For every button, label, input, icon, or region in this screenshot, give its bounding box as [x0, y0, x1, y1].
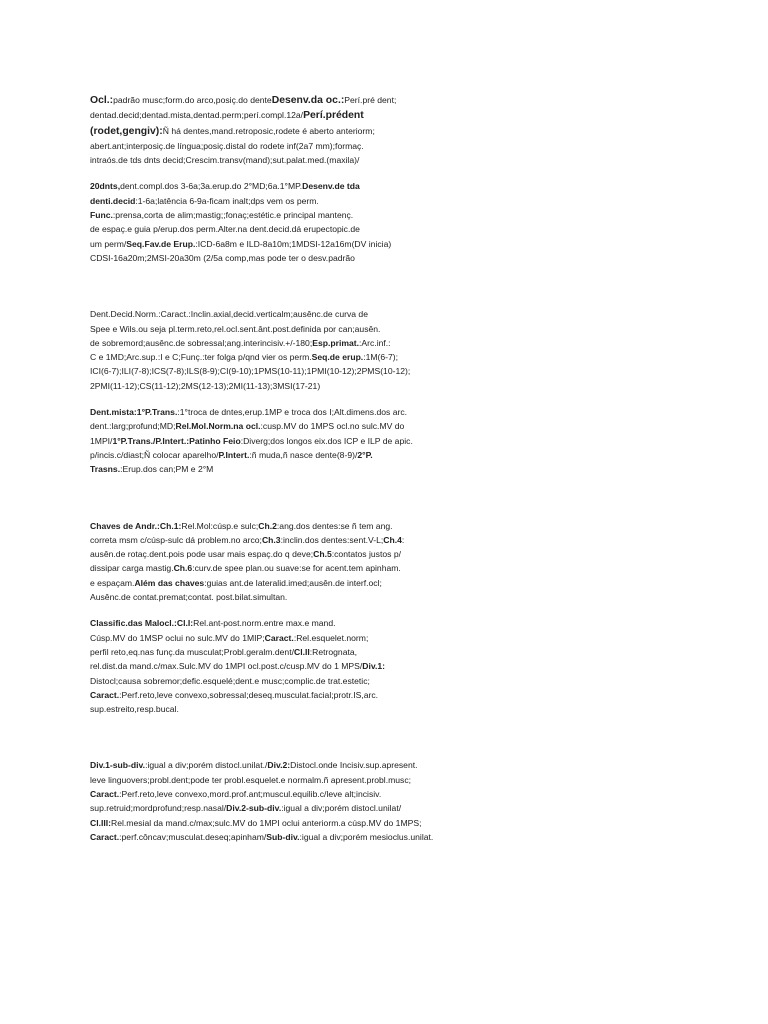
- text-run: de espaç.e guia p/erup.dos perm.Alter.na dent.decid.dá erupectopic.de: [90, 224, 360, 235]
- bold-text: P.Intert.: [218, 449, 250, 460]
- text-run: :1°troca de dntes,erup.1MP e troca dos I;Alt.dimens.dos arc.: [177, 407, 408, 418]
- text-run: sup.retruid;mordprofund;resp.nasal/: [90, 803, 227, 814]
- text-line: [90, 93, 730, 108]
- bold-text: Dent.mista:1°P.Trans.: [90, 407, 178, 418]
- text-run: sup.estreito,resp.bucal.: [90, 704, 179, 715]
- bold-text: Ocl.:: [90, 95, 114, 106]
- paragraph-gap: [90, 393, 730, 405]
- text-run: :curv.de spee plan.ou suave:se for acent.tem apinham.: [192, 563, 401, 574]
- bold-text: Div.1-sub-div.: [90, 760, 146, 771]
- text-line: [90, 379, 730, 393]
- bold-text: Desenv.da oc.:: [271, 95, 345, 106]
- text-run: :ang.dos dentes:se ñ tem ang.: [276, 520, 393, 531]
- text-line: [90, 405, 730, 419]
- text-run: :Perf.reto,leve convexo,mord.prof.ant;muscul.equilib.c/leve alt;incisiv.: [119, 788, 382, 799]
- text-run: Perí.pré dent;: [344, 95, 397, 105]
- paragraph-gap: [90, 477, 730, 519]
- paragraph: [90, 519, 730, 605]
- text-run: :inclin.dos dentes:sent.V-L;: [280, 534, 384, 545]
- text-run: :perf.côncav;musculat.deseq;apinham/: [119, 831, 267, 842]
- text-run: Ñ há dentes,mand.retroposic,rodete é aberto anteriorm;: [162, 125, 375, 136]
- text-run: de sobremord;ausênc.de sobressal;ang.interincisiv.+/-180;: [90, 337, 313, 348]
- bold-text: Além das chaves: [134, 577, 205, 588]
- text-run: :Diverg;dos longos eix.dos ICP e ILP de apic.: [240, 435, 413, 446]
- paragraph: [90, 405, 730, 476]
- text-line: [90, 179, 730, 193]
- paragraph-gap: [90, 716, 730, 758]
- text-line: [90, 108, 730, 123]
- bold-text: Classific.das Malocl.:Cl.I:: [90, 618, 194, 629]
- text-run: Rel.mesial da mand.c/max;sulc.MV do 1MPI oclui anteriorm.a cúsp.MV do 1MPS;: [111, 817, 422, 828]
- text-line: [90, 364, 730, 378]
- text-line: [90, 322, 730, 336]
- bold-text: Ch.4: [383, 534, 402, 545]
- bold-text: 1°P.Trans./P.Intert.:Patinho Feio: [112, 435, 241, 446]
- paragraph-gap: [90, 167, 730, 179]
- text-run: leve linguovers;probl.dent;pode ter probl.esquelet.e normalm.ñ apresent.probl.musc;: [90, 774, 412, 785]
- text-line: [90, 533, 730, 547]
- text-line: [90, 419, 730, 433]
- text-run: :1M(6-7);: [363, 352, 399, 363]
- bold-text: Ch.3: [261, 534, 281, 545]
- text-run: :contatos justos p/: [331, 549, 402, 560]
- bold-text: Div.1:: [362, 661, 386, 672]
- bold-text: denti.decid: [90, 195, 136, 206]
- bold-text: Caract.: [90, 831, 120, 842]
- notes-body: [90, 93, 730, 844]
- text-line: [90, 561, 730, 575]
- bold-text: Cl.III:: [90, 817, 112, 828]
- text-run: Dent.Decid.Norm.:Caract.:Inclin.axial,decid.verticalm;ausênc.de curva de: [90, 309, 368, 320]
- bold-text: 20dnts,: [90, 181, 121, 192]
- text-line: [90, 153, 730, 167]
- text-run: dissipar carga mastig.: [90, 563, 174, 574]
- text-line: [90, 787, 730, 801]
- text-run: :1-6a;latência 6-9a-ficam inalt;dps vem os perm.: [135, 195, 319, 206]
- paragraph: [90, 307, 730, 393]
- text-run: :Retrognata,: [309, 646, 358, 657]
- text-line: [90, 590, 730, 604]
- text-run: dentad.decid;dentad.mista,dentad.perm;perí.compl.12a/: [90, 110, 304, 121]
- text-run: :igual a div;porém mesioclus.unilat.: [299, 831, 434, 842]
- bold-text: 2°P.: [357, 449, 373, 460]
- text-run: abert.ant;interposiç.de língua;posiç.distal do rodete inf(2a7 mm);formaç.: [90, 140, 364, 151]
- paragraph: [90, 179, 730, 265]
- text-run: :prensa,corta de alim;mastig;;fonaç;estétic.e principal mantenç.: [112, 210, 354, 221]
- text-run: :igual a div;porém distocl.unilat/: [281, 803, 402, 814]
- text-run: Cúsp.MV do 1MSP oclui no sulc.MV do 1MIP;: [90, 632, 265, 643]
- bold-text: Caract.: [90, 788, 120, 799]
- text-line: [90, 830, 730, 844]
- text-run: dent.compl.dos 3-6a;3a.erup.do 2°MD;6a.1°MP.: [120, 181, 303, 192]
- paragraph: [90, 758, 730, 844]
- bold-text: Cl.II: [293, 646, 310, 657]
- bold-text: Trasns.: [90, 464, 121, 475]
- text-run: um perm/: [90, 238, 127, 249]
- bold-text: Perí.prédent: [303, 110, 364, 122]
- bold-text: Chaves de Andr.:Ch.1:: [90, 520, 182, 531]
- text-run: :Rel.esquelet.norm;: [293, 632, 369, 643]
- text-line: [90, 631, 730, 645]
- bold-text: Caract.: [264, 632, 294, 643]
- text-line: [90, 816, 730, 830]
- bold-text: Ch.2: [258, 520, 277, 531]
- text-run: 2PMI(11-12);CS(11-12);2MS(12-13);2MI(11-13);3MSI(17-21): [90, 380, 321, 391]
- text-run: :igual a div;porém distocl.unilat./: [145, 760, 268, 771]
- paragraph-gap: [90, 265, 730, 307]
- text-line: [90, 645, 730, 659]
- text-run: :Arc.inf.:: [359, 337, 391, 348]
- text-run: Rel.ant-post.norm.entre max.e mand.: [193, 618, 336, 629]
- text-line: [90, 616, 730, 630]
- text-line: [90, 336, 730, 350]
- text-run: e espaçam.: [90, 577, 135, 588]
- text-run: :guias ant.de lateralid.imed;ausên.de interf.ocl;: [204, 577, 382, 588]
- text-run: :Erup.dos can;PM e 2°M: [120, 464, 214, 475]
- text-run: intraós.de tds dnts decid;Crescim.transv(mand);sut.palat.med.(maxila)/: [90, 155, 360, 166]
- text-line: [90, 462, 730, 476]
- text-line: [90, 659, 730, 673]
- text-run: dent.:larg;profund;MD;: [90, 421, 176, 432]
- text-run: 1MPI/: [90, 435, 113, 446]
- text-line: [90, 251, 730, 265]
- text-line: [90, 307, 730, 321]
- bold-text: Caract.: [90, 689, 120, 700]
- bold-text: Ch.5: [313, 549, 332, 560]
- bold-text: Seq.Fav.de Erup.: [126, 238, 196, 249]
- bold-text: Div.2:: [267, 760, 291, 771]
- text-line: [90, 448, 730, 462]
- text-line: [90, 139, 730, 153]
- bold-text: Rel.Mol.Norm.na ocl.: [175, 421, 261, 432]
- text-line: [90, 350, 730, 364]
- bold-text: Func.: [90, 210, 113, 221]
- text-run: :ñ muda,ñ nasce dente(8-9)/: [249, 449, 358, 460]
- text-run: Ausênc.de contat.premat;contat. post.bilat.simultan.: [90, 592, 288, 603]
- text-run: perfil reto,eq.nas funç.da musculat;Probl.geralm.dent/: [90, 646, 294, 657]
- document-page: [90, 93, 730, 844]
- bold-text: Ch.6: [173, 563, 193, 574]
- text-run: ICI(6-7);ILI(7-8);ICS(7-8);ILS(8-9);CI(9-10);1PMS(10-11);1PMI(10-12);2PMS(10-12);: [90, 366, 411, 377]
- text-line: [90, 547, 730, 561]
- text-line: [90, 194, 730, 208]
- paragraph: [90, 616, 730, 716]
- bold-text: Seq.de erup.: [311, 352, 364, 363]
- bold-text: Sub-div.: [266, 831, 300, 842]
- text-run: correta msm c/cúsp-sulc dá problem.no arco;: [90, 534, 262, 545]
- text-run: :: [401, 534, 405, 545]
- bold-text: Div.2-sub-div.: [226, 803, 282, 814]
- paragraph: [90, 93, 730, 167]
- text-run: CDSI-16a20m;2MSI-20a30m (2/5a comp,mas pode ter o desv.padrão: [90, 252, 355, 263]
- text-run: p/incis.c/diast;Ñ colocar aparelho/: [90, 449, 219, 460]
- text-run: Rel.Mol:cúsp.e sulc;: [181, 520, 259, 531]
- text-line: [90, 208, 730, 222]
- text-line: [90, 773, 730, 787]
- text-line: [90, 758, 730, 772]
- text-line: [90, 124, 730, 139]
- text-run: padrão musc;form.do arco,posiç.do dente: [113, 95, 272, 105]
- text-line: [90, 801, 730, 815]
- paragraph-gap: [90, 604, 730, 616]
- text-line: [90, 674, 730, 688]
- text-line: [90, 434, 730, 448]
- text-line: [90, 576, 730, 590]
- text-run: rel.dist.da mand.c/max.Sulc.MV do 1MPI ocl.post.c/cusp.MV do 1 MPS/: [90, 661, 363, 672]
- text-line: [90, 519, 730, 533]
- text-run: :Perf.reto,leve convexo,sobressal;deseq.musculat.facial;protr.IS,arc.: [119, 689, 379, 700]
- text-run: :cusp.MV do 1MPS ocl.no sulc.MV do: [260, 421, 405, 432]
- text-line: [90, 237, 730, 251]
- bold-text: Esp.primat.: [312, 337, 360, 348]
- text-line: [90, 222, 730, 236]
- text-line: [90, 702, 730, 716]
- text-run: Distocl.onde Incisiv.sup.apresent.: [290, 760, 418, 771]
- bold-text: Desenv.de tda: [302, 181, 360, 192]
- text-run: :ICD-6a8m e ILD-8a10m;1MDSI-12a16m(DV inicia): [195, 238, 392, 249]
- text-line: [90, 688, 730, 702]
- text-run: Distocl;causa sobremor;defic.esquelé;dent.e musc;complic.de trat.estetic;: [90, 675, 370, 686]
- text-run: ausên.de rotaç.dent.pois pode usar mais espaç.do q deve;: [90, 549, 314, 560]
- text-run: Spee e Wils.ou seja pl.term.reto,rel.ocl.sent.ânt.post.definida por can;ausên.: [90, 323, 381, 334]
- text-run: C e 1MD;Arc.sup.:I e C;Funç.:ter folga p/qnd vier os perm.: [90, 352, 312, 363]
- bold-text: (rodet,gengiv):: [90, 125, 163, 137]
